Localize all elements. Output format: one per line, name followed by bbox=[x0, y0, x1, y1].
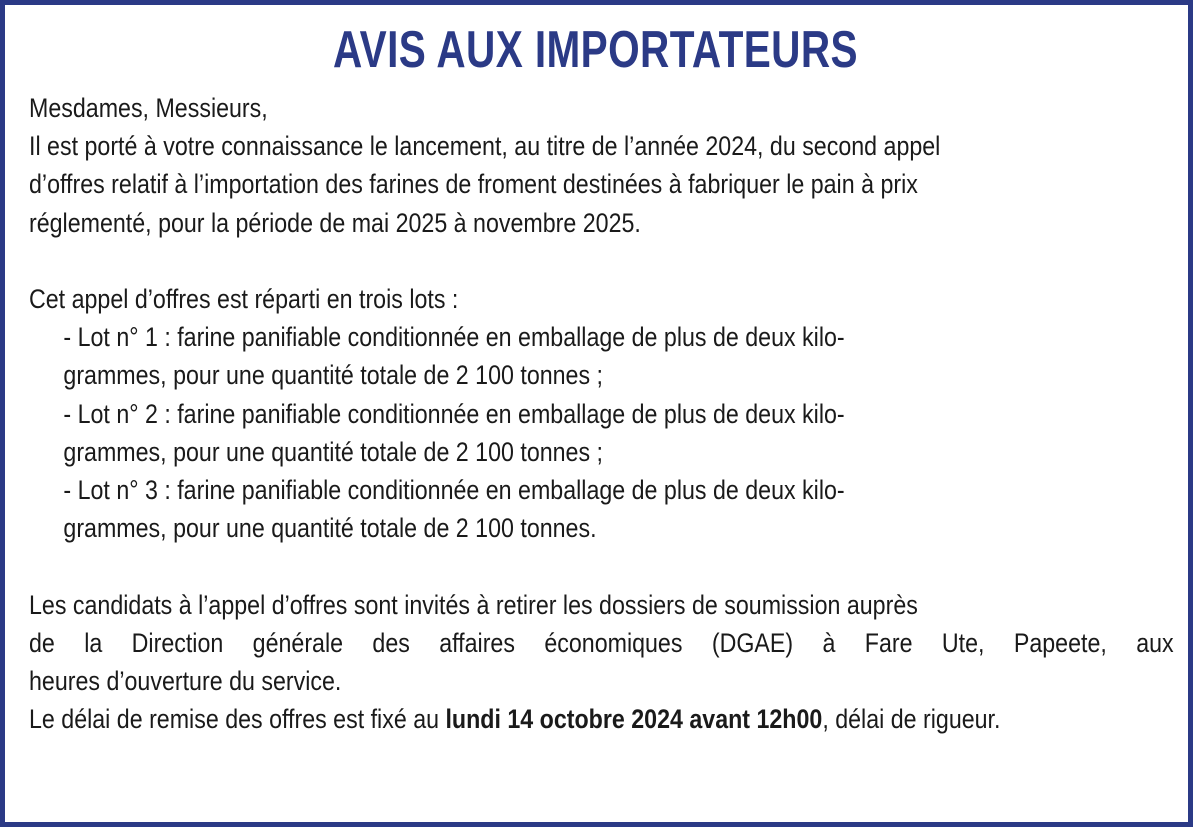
paragraph-gap bbox=[29, 242, 1174, 280]
deadline-suffix: , délai de rigueur. bbox=[822, 704, 1001, 735]
lot-3-line-1: - Lot n° 3 : farine panifiable conditionnée en emballage de plus de deux kilo- bbox=[63, 475, 845, 506]
lot-2-line-1: - Lot n° 2 : farine panifiable conditionnée en emballage de plus de deux kilo- bbox=[63, 398, 845, 429]
paragraph-gap bbox=[29, 547, 1174, 585]
notice-title: AVIS AUX IMPORTATEURS bbox=[333, 21, 858, 79]
lot-item-1 bbox=[29, 318, 1174, 394]
intro-line-3: réglementé, pour la période de mai 2025 à novembre 2025. bbox=[29, 207, 641, 238]
lot-2-line-2: grammes, pour une quantité totale de 2 100 tonnes ; bbox=[63, 436, 603, 467]
lots-intro: Cet appel d’offres est réparti en trois lots : bbox=[29, 284, 459, 314]
notice-body bbox=[29, 89, 1174, 738]
deadline-line bbox=[29, 700, 1174, 738]
lot-1-line-1: - Lot n° 1 : farine panifiable conditionnée en emballage de plus de deux kilo- bbox=[63, 322, 845, 353]
candidates-line-3: heures d’ouverture du service. bbox=[29, 666, 342, 697]
candidates-line-2: de la Direction générale des affaires économiques (DGAE) à Fare Ute, Papeete, aux bbox=[29, 627, 1174, 658]
lot-3-line-2: grammes, pour une quantité totale de 2 100 tonnes. bbox=[63, 513, 597, 544]
lot-item-3 bbox=[29, 471, 1174, 547]
deadline-prefix: Le délai de remise des offres est fixé au bbox=[29, 704, 446, 735]
candidates-line-1: Les candidats à l’appel d’offres sont invités à retirer les dossiers de soumission auprès bbox=[29, 589, 918, 620]
lot-item-2 bbox=[29, 395, 1174, 471]
salutation: Mesdames, Messieurs, bbox=[29, 93, 268, 123]
intro-line-1: Il est porté à votre connaissance le lancement, au titre de l’année 2024, du second appel bbox=[29, 131, 941, 162]
intro-line-2: d’offres relatif à l’importation des farines de froment destinées à fabriquer le pain à prix bbox=[29, 169, 918, 200]
deadline-date: lundi 14 octobre 2024 avant 12h00 bbox=[445, 704, 823, 735]
lot-1-line-2: grammes, pour une quantité totale de 2 100 tonnes ; bbox=[63, 360, 603, 391]
